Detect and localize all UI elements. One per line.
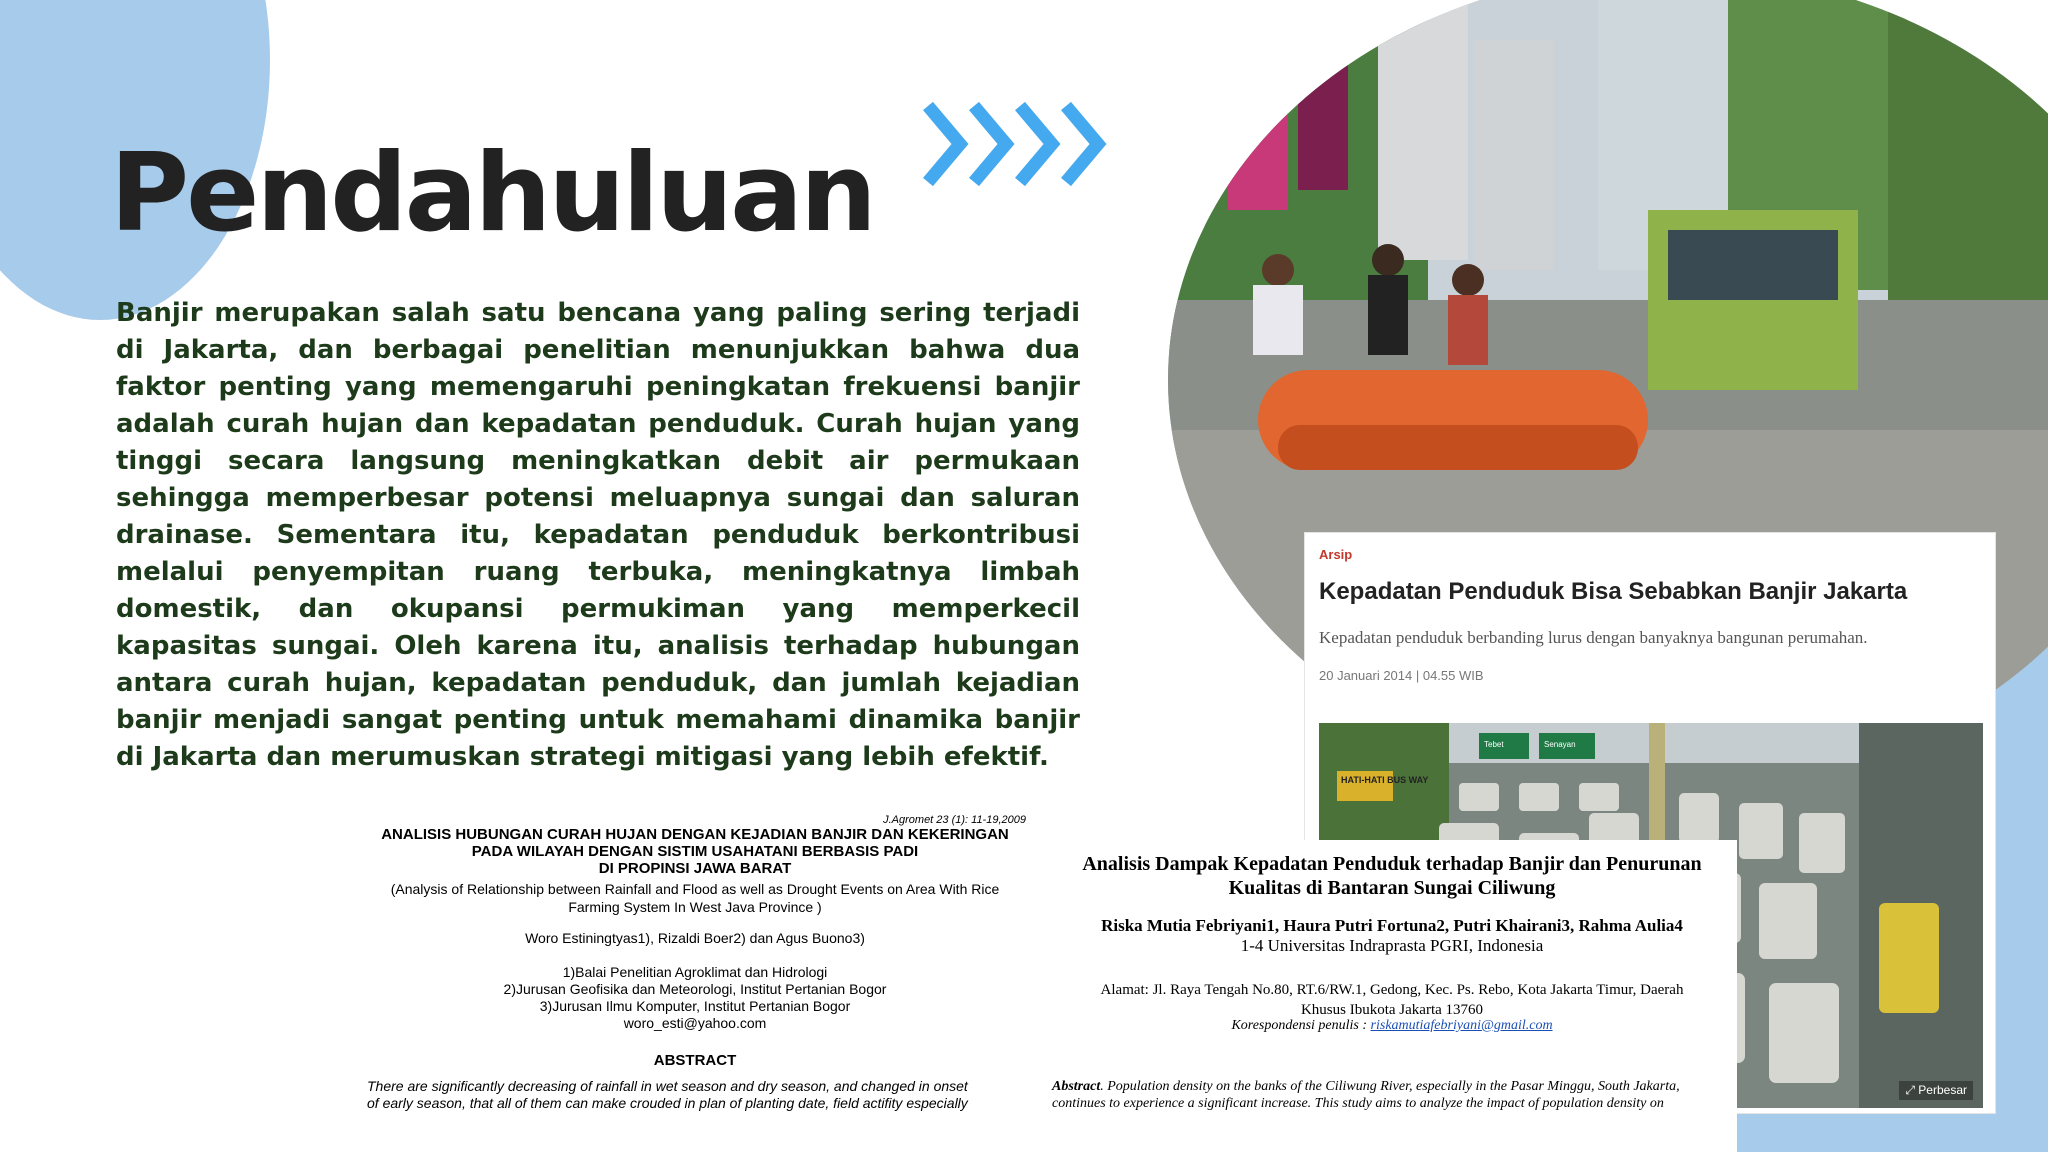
paper2-title: Analisis Dampak Kepadatan Penduduk terhadap Banjir dan Penurunan Kualitas di Bantaran Sungai Ciliwung	[1082, 853, 1702, 899]
paper2-university: 1-4 Universitas Indraprasta PGRI, Indonesia	[1240, 936, 1544, 955]
expand-icon: ⤢	[1905, 1083, 1919, 1097]
paper-excerpt-agromet	[355, 808, 1035, 1148]
author-email-link[interactable]: riskamutiafebriyani@gmail.com	[1370, 1018, 1553, 1033]
news-date: 20 Januari 2014 | 04.55 WIB	[1319, 668, 1484, 683]
paper2-address: Alamat: Jl. Raya Tengah No.80, RT.6/RW.1, Gedong, Kec. Ps. Rebo, Kota Jakarta Timur, Daerah Khusus Ibukota Jakarta 13760	[1100, 982, 1684, 1018]
paper2-correspondence: Korespondensi penulis : riskamutiafebriyani@gmail.com	[1231, 1018, 1553, 1033]
paper2-authors: Riska Mutia Febriyani1, Haura Putri Fortuna2, Putri Khairani3, Rahma Aulia4	[1101, 916, 1683, 935]
enlarge-button[interactable]: ⤢ Perbesar	[1899, 1081, 1973, 1100]
sign-senayan: Senayan	[1544, 740, 1576, 749]
sign-tebet: Tebet	[1484, 740, 1504, 749]
news-headline[interactable]: Kepadatan Penduduk Bisa Sebabkan Banjir Jakarta	[1319, 578, 1908, 605]
paper1-affiliations: 1)Balai Penelitian Agroklimat dan Hidrologi 2)Jurusan Geofisika dan Meteorologi, Institut Pertanian Bogor 3)Jurusan Ilmu Komputer, Institut Pertanian Bogor woro_esti@yahoo.com	[503, 964, 887, 1031]
news-category[interactable]: Arsip	[1319, 547, 1353, 562]
journal-citation: J.Agromet 23 (1): 11-19,2009	[883, 814, 1026, 826]
sign-busway: HATI-HATI BUS WAY	[1341, 775, 1429, 785]
news-subtitle: Kepadatan penduduk berbanding lurus dengan banyaknya bangunan perumahan.	[1319, 628, 1868, 647]
paper-excerpt-ciliwung	[1047, 840, 1737, 1152]
paper2-abstract: Abstract. Population density on the banks of the Ciliwung River, especially in the Pasar Minggu, South Jakarta, continues to experience a significant increase. This study aims to analyze the impact of population density on	[1052, 1079, 1680, 1111]
paper1-title: ANALISIS HUBUNGAN CURAH HUJAN DENGAN KEJADIAN BANJIR DAN KEKERINGAN PADA WILAYAH DENGAN SISTIM USAHATANI BERBASIS PADI DI PROPINSI JAWA BARAT	[381, 826, 1009, 877]
paper1-abstract: There are significantly decreasing of rainfall in wet season and dry season, and changed in onset of early season, that all of them can make crouded in plan of planting date, field actifity especially	[367, 1078, 968, 1111]
chevrons-icon	[922, 96, 1122, 192]
slide-title: Pendahuluan	[110, 131, 874, 256]
intro-paragraph: Banjir merupakan salah satu bencana yang paling sering terjadi di Jakarta, dan berbagai penelitian menunjukkan bahwa dua faktor penting yang memengaruhi peningkatan frekuensi banjir adalah curah hujan dan kepadatan penduduk. Curah hujan yang tinggi secara langsung meningkatkan debit air permukaan sehingga memperbesar potensi meluapnya sungai dan saluran drainase. Sementara itu, kepadatan penduduk berkontribusi melalui penyempitan ruang terbuka, meningkatnya limbah domestik, dan okupansi permukiman yang memperkecil kapasitas sungai. Oleh karena itu, analisis terhadap hubungan antara curah hujan, kepadatan penduduk, dan jumlah kejadian banjir menjadi sangat penting untuk memahami dinamika banjir di Jakarta dan merumuskan strategi mitigasi yang lebih efektif.	[116, 298, 1080, 772]
paper1-authors: Woro Estiningtyas1), Rizaldi Boer2) dan Agus Buono3)	[525, 930, 865, 946]
paper1-english-title: (Analysis of Relationship between Rainfall and Flood as well as Drought Events on Area With Rice Farming System In West Java Province )	[390, 881, 1000, 915]
paper1-abstract-heading: ABSTRACT	[653, 1052, 737, 1069]
